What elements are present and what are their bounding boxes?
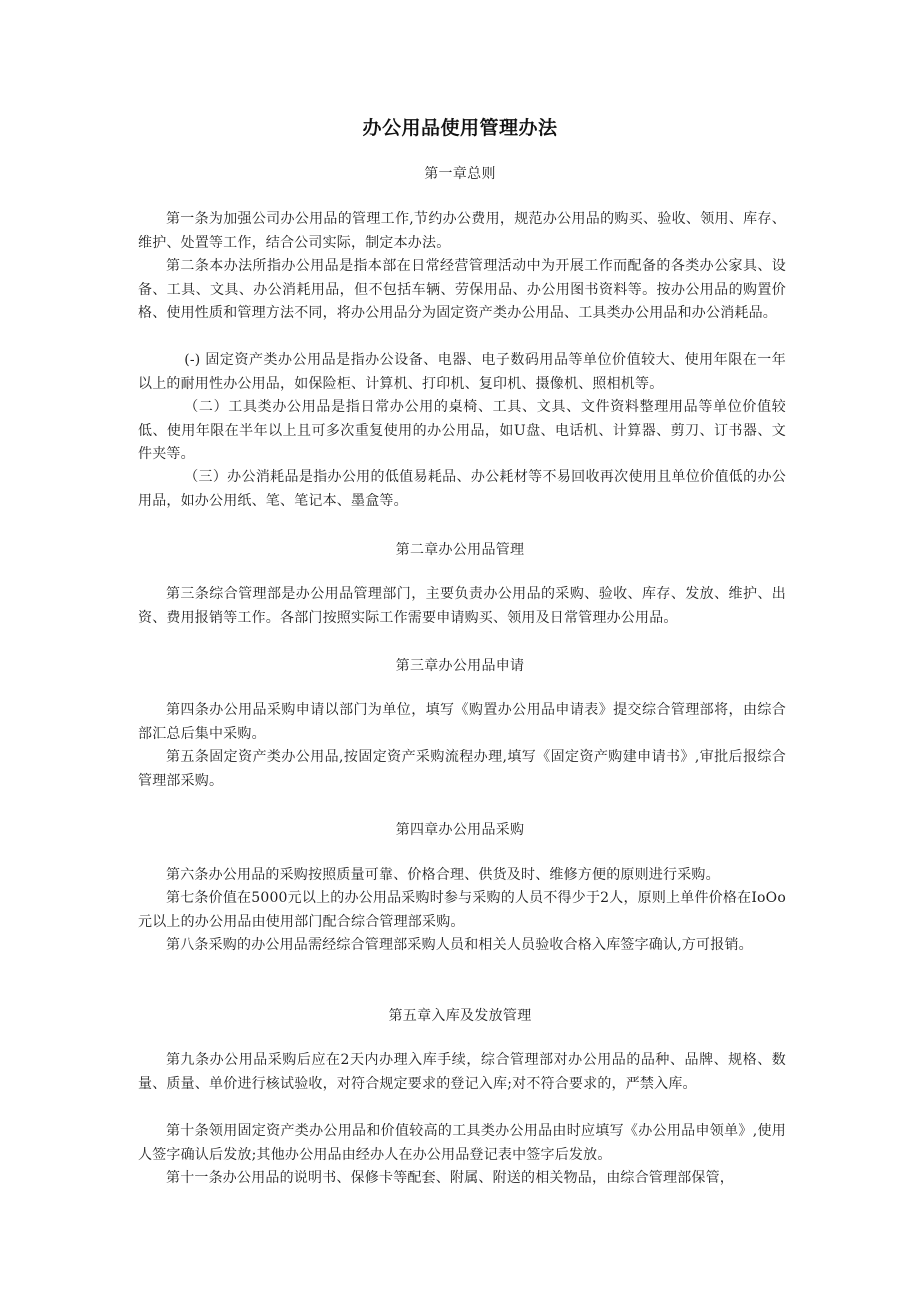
article-2-item-3: （三）办公消耗品是指办公用的低值易耗品、办公耗材等不易回收再次使用且单位价值低的办公用品，如办公用纸、笔、笔记本、墨盒等。 <box>138 469 786 509</box>
chapter-heading-4: 第四章办公用品采购 <box>395 822 525 838</box>
article-5: 第五条固定资产类办公用品,按固定资产采购流程办理,填写《固定资产购建申请书》,审批后报综合管理部采购。 <box>138 749 786 789</box>
document-title: 办公用品使用管理办法 <box>362 117 558 139</box>
article-1: 第一条为加强公司办公用品的管理工作,节约办公费用，规范办公用品的购买、验收、领用、库存、维护、处置等工作，结合公司实际，制定本办法。 <box>138 211 786 251</box>
article-4: 第四条办公用品采购申请以部门为单位，填写《购置办公用品申请表》提交综合管理部将，由综合部汇总后集中采购。 <box>138 702 786 742</box>
article-10: 第十条领用固定资产类办公用品和价值较高的工具类办公用品由时应填写《办公用品申领单》,使用人签字确认后发放;其他办公用品由经办人在办公用品登记表中签字后发放。 <box>138 1123 786 1163</box>
article-7: 第七条价值在5000元以上的办公用品采购时参与采购的人员不得少于2人，原则上单件价格在IoOo元以上的办公用品由使用部门配合综合管理部采购。 <box>138 890 786 930</box>
article-2: 第二条本办法所指办公用品是指本部在日常经营管理活动中为开展工作而配备的各类办公家具、设备、工具、文具、办公消耗用品，但不包括车辆、劳保用品、办公用图书资料等。按办公用品的购置价格、使用性质和管理方法不同，将办公用品分为固定资产类办公用品、工具类办公用品和办公消耗品。 <box>138 258 786 321</box>
article-8: 第八条采购的办公用品需经综合管理部采购人员和相关人员验收合格入库签字确认,方可报销。 <box>166 937 753 953</box>
chapter-heading-5: 第五章入库及发放管理 <box>388 1008 532 1024</box>
article-6: 第六条办公用品的采购按照质量可靠、价格合理、供货及时、维修方便的原则进行采购。 <box>166 867 720 883</box>
chapter-heading-3: 第三章办公用品申请 <box>395 658 525 674</box>
chapter-heading-2: 第二章办公用品管理 <box>395 542 525 558</box>
article-11: 第十一条办公用品的说明书、保修卡等配套、附属、附送的相关物品，由综合管理部保管， <box>166 1170 734 1186</box>
article-2-item-1: (-) 固定资产类办公用品是指办公设备、电器、电子数码用品等单位价值较大、使用年限在一年以上的耐用性办公用品，如保险柜、计算机、打印机、复印机、摄像机、照相机等。 <box>138 352 786 392</box>
chapter-heading-1: 第一章总则 <box>424 166 496 182</box>
article-2-item-2: （二）工具类办公用品是指日常办公用的桌椅、工具、文具、文件资料整理用品等单位价值较低、使用年限在半年以上且可多次重复使用的办公用品，如U盘、电话机、计算器、剪刀、订书器、文件夹等。 <box>138 399 786 462</box>
article-3: 第三条综合管理部是办公用品管理部门，主要负责办公用品的采购、验收、库存、发放、维护、出资、费用报销等工作。各部门按照实际工作需要申请购买、领用及日常管理办公用品。 <box>138 586 786 626</box>
article-9: 第九条办公用品采购后应在2天内办理入库手续，综合管理部对办公用品的品种、品牌、规格、数量、质量、单价进行核试验收，对符合规定要求的登记入库;对不符合要求的，严禁入库。 <box>138 1052 786 1092</box>
